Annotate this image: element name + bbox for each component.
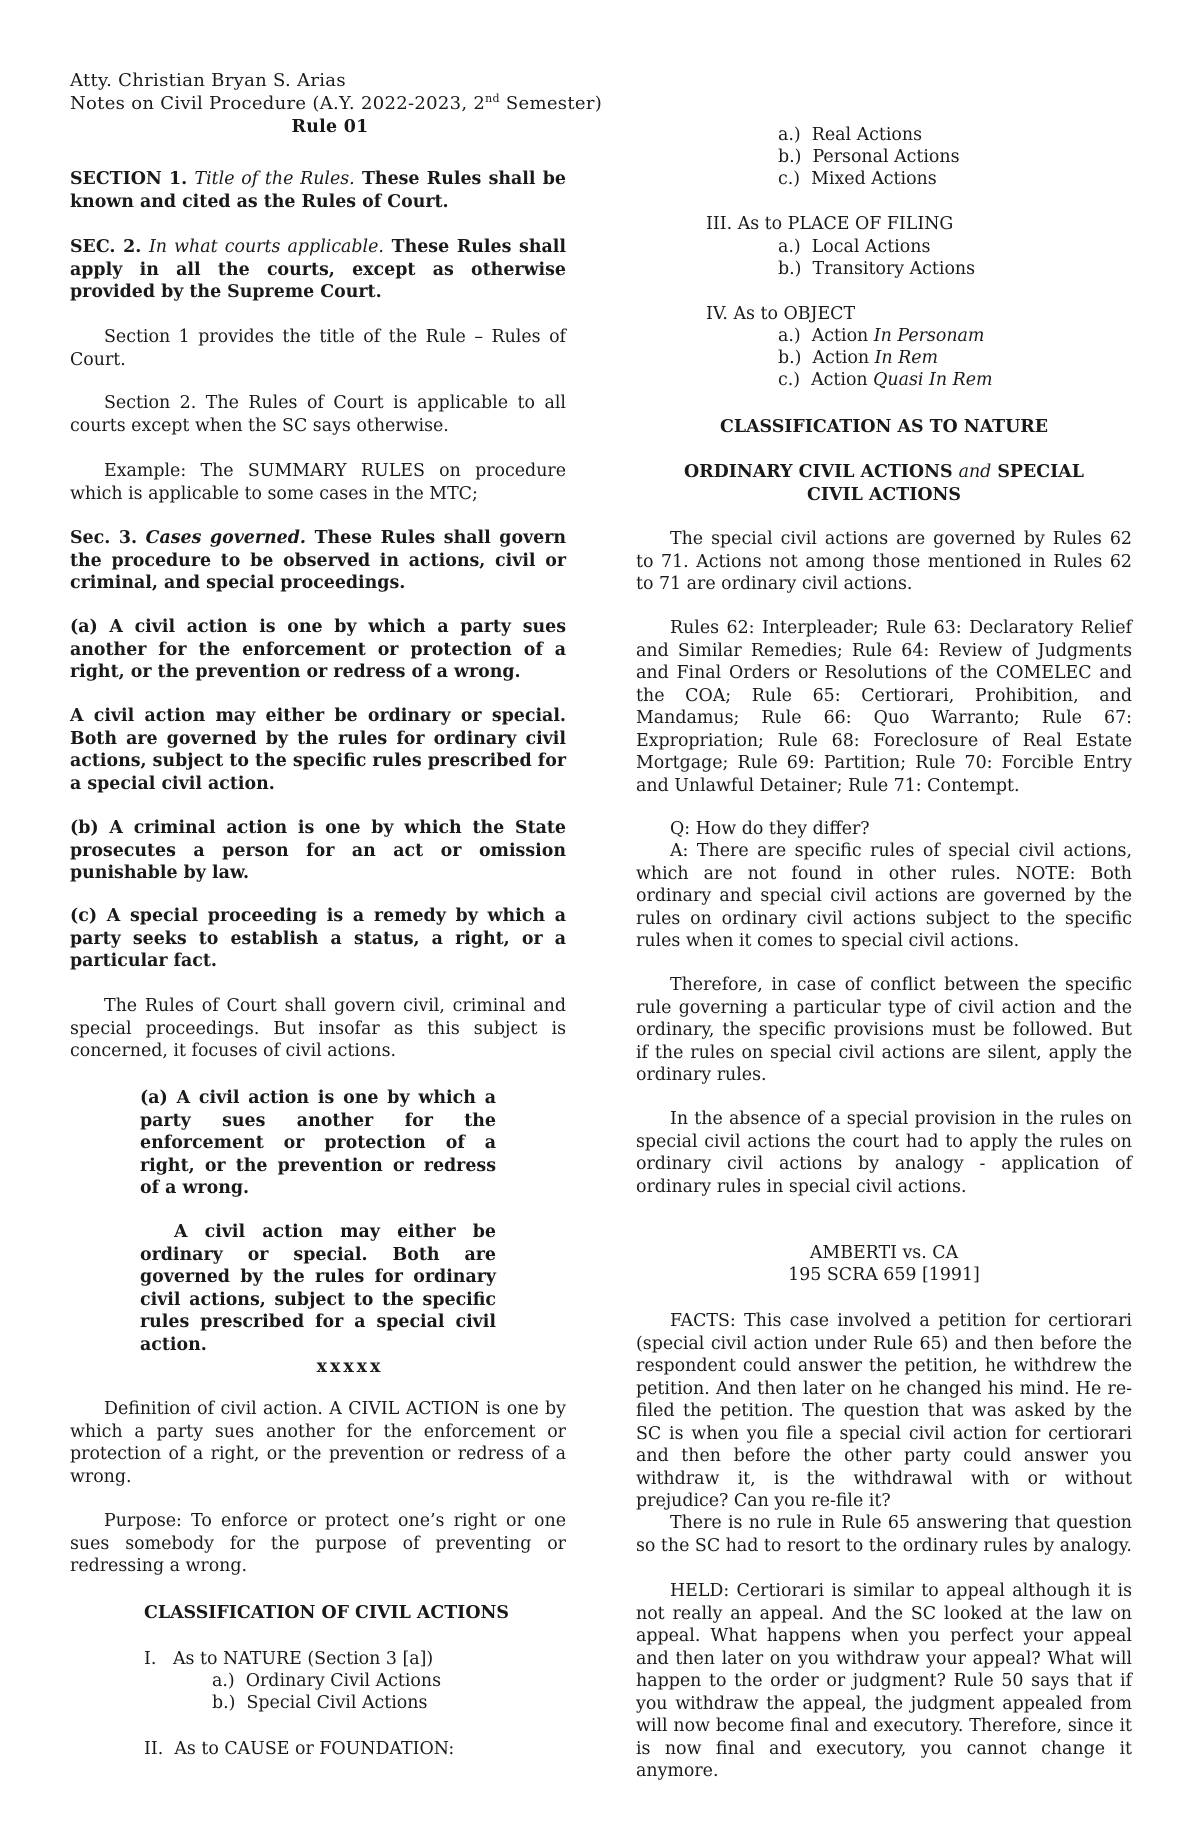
absence-note: In the absence of a special provision in the rules on special civil actions the court had to apply the rules on ordinary civil actions by analogy - application of ordinary rules in special civil actions.: [636, 1109, 1132, 1197]
class-item-I-a: a.) Ordinary Civil Actions: [212, 1671, 442, 1691]
section-3: Sec. 3. Cases governed. These Rules shall govern the procedure to be observed in actions, civil or criminal, and special proceedings.: [70, 528, 567, 593]
no-rule-note: There is no rule in Rule 65 answering that question so the SC had to resort to the ordinary rules by analogy.: [636, 1513, 1132, 1556]
class-item-III-b: b.) Transitory Actions: [778, 259, 976, 279]
held: HELD: Certiorari is similar to appeal although it is not really an appeal. And the SC looked at the law on appeal. What happens when you perfect your appeal and then later on you withdraw your appeal? What will happen to the order or judgment? Rule 50 says that if you withdraw the appeal, the judgment appealed from will now become final and executory. Therefore, since it is now final and executory, you cannot change it anymore.: [636, 1581, 1132, 1781]
class-item-IV-a: a.) Action In Personam: [778, 326, 985, 346]
example-note: Example: The SUMMARY RULES on procedure which is applicable to some cases in the MTC;: [70, 461, 566, 504]
quoted-section-3-a: (a) A civil action is one by which a party sues another for the enforcement or protection of a right, or the prevention or redress of a wrong.: [140, 1088, 496, 1198]
section-2: SEC. 2. In what courts applicable. These Rules shall apply in all the courts, except as otherwise provided by the Supreme Court.: [70, 237, 566, 302]
heading-classification-nature: CLASSIFICATION AS TO NATURE: [720, 417, 1048, 437]
class-item-III: III. As to PLACE OF FILING: [706, 214, 954, 234]
class-item-II-b: b.) Personal Actions: [778, 147, 960, 167]
section-3-b: (b) A criminal action is one by which the State prosecutes a person for an act or omission punishable by law.: [70, 818, 566, 883]
notes-title: Notes on Civil Procedure (A.Y. 2022-2023, 2nd Semester): [70, 91, 603, 114]
class-item-IV-b: b.) Action In Rem: [778, 348, 939, 368]
class-item-IV-c: c.) Action Quasi In Rem: [778, 370, 993, 390]
special-governed-note: The special civil actions are governed by Rules 62 to 71. Actions not among those mentioned in Rules 62 to 71 are ordinary civil actions.: [636, 529, 1132, 594]
class-item-II-a: a.) Real Actions: [778, 125, 923, 145]
class-item-IV: IV. As to OBJECT: [706, 304, 856, 324]
class-item-II-c: c.) Mixed Actions: [778, 169, 937, 189]
question: Q: How do they differ?: [670, 819, 870, 839]
section-1-note: Section 1 provides the title of the Rule – Rules of Court.: [70, 327, 566, 370]
author-line: Atty. Christian Bryan S. Arias: [70, 70, 346, 91]
class-item-I: I. As to NATURE (Section 3 [a]): [144, 1649, 434, 1669]
section-1: SECTION 1. Title of the Rules. These Rules shall be known and cited as the Rules of Court.: [70, 169, 566, 212]
class-item-II: II. As to CAUSE or FOUNDATION:: [144, 1739, 455, 1759]
section-3-a-2: A civil action may either be ordinary or special. Both are governed by the rules for ordinary civil actions, subject to the specific rules prescribed for a special civil action.: [70, 706, 566, 794]
facts: FACTS: This case involved a petition for certiorari (special civil action under Rule 65) and then before the respondent could answer the petition, he withdrew the petition. And then later on he changed his mind. He re-filed the petition. The question that was asked by the SC is when you file a special civil action for certiorari and then before the other party could answer you withdraw it, is the withdrawal with or without prejudice? Can you re-file it?: [636, 1311, 1132, 1511]
class-item-III-a: a.) Local Actions: [778, 237, 931, 257]
section-2-note: Section 2. The Rules of Court is applicable to all courts except when the SC says otherwise.: [70, 393, 566, 436]
purpose-note: Purpose: To enforce or protect one’s right or one sues somebody for the purpose of preventing or redressing a wrong.: [70, 1511, 566, 1576]
section-3-c: (c) A special proceeding is a remedy by which a party seeks to establish a status, a right, or a particular fact.: [70, 906, 566, 971]
section-3-a: (a) A civil action is one by which a party sues another for the enforcement or protection of a right, or the prevention or redress of a wrong.: [70, 617, 566, 682]
quoted-section-3-a-2: A civil action may either be ordinary or special. Both are governed by the rules for ordinary civil actions, subject to the specific rules prescribed for a special civil action.: [140, 1222, 496, 1355]
rules-list-note: Rules 62: Interpleader; Rule 63: Declaratory Relief and Similar Remedies; Rule 64: Review of Judgments and Final Orders or Resolutions of the COMELEC and the COA; Rule 65: Certiorari, Prohibition, and Mandamus; Rule 66: Quo Warranto; Rule 67: Expropriation; Rule 68: Foreclosure of Real Estate Mortgage; Rule 69: Partition; Rule 70: Forcible Entry and Unlawful Detainer; Rule 71: Contempt.: [636, 618, 1132, 796]
rules-govern-note: The Rules of Court shall govern civil, criminal and special proceedings. But insofar as this subject is concerned, it focuses of civil actions.: [70, 996, 566, 1061]
rule-title: Rule 01: [291, 117, 369, 137]
answer: A: There are specific rules of special civil actions, which are not found in other rules. NOTE: Both ordinary and special civil actions are governed by the rules on ordinary civil actions subject to the specific rules when it comes to special civil actions.: [636, 841, 1132, 951]
document-header: [70, 70, 603, 137]
case-name: AMBERTI vs. CA: [809, 1243, 959, 1263]
heading-ordinary-special: ORDINARY CIVIL ACTIONS and SPECIAL CIVIL ACTIONS: [684, 462, 1084, 505]
therefore-note: Therefore, in case of conflict between the specific rule governing a particular type of civil action and the ordinary, the specific provisions must be followed. But if the rules on special civil actions are silent, apply the ordinary rules.: [636, 975, 1132, 1085]
case-citation: 195 SCRA 659 [1991]: [788, 1265, 980, 1285]
separator: xxxxx: [316, 1357, 384, 1377]
classification-heading: CLASSIFICATION OF CIVIL ACTIONS: [144, 1603, 509, 1623]
class-item-I-b: b.) Special Civil Actions: [212, 1693, 428, 1713]
definition-note: Definition of civil action. A CIVIL ACTION is one by which a party sues another for the enforcement or protection of a right, or the prevention or redress of a wrong.: [70, 1399, 566, 1487]
